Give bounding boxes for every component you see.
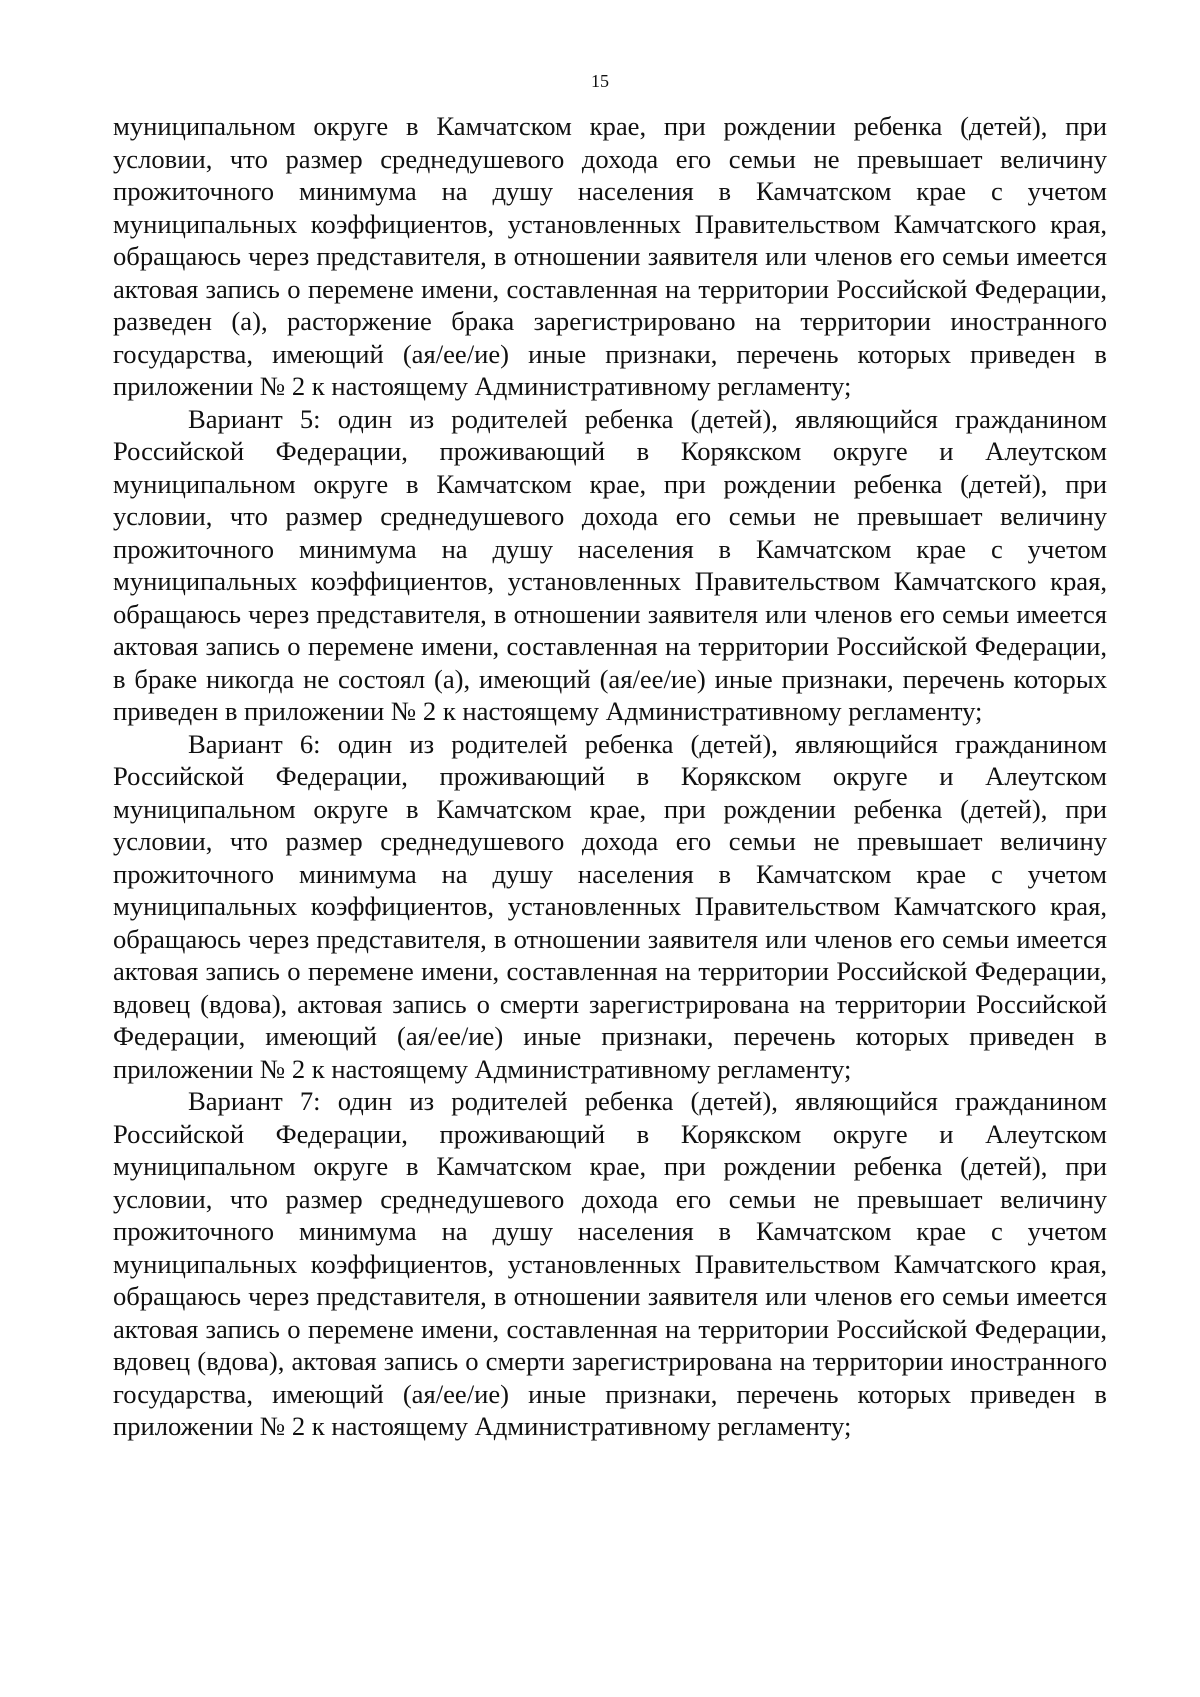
page-number: 15 (591, 71, 609, 91)
paragraph-variant-6: Вариант 6: один из родителей ребенка (детей), являющийся гражданином Российской Федерации, проживающий в Корякском округе и Алеутском муниципальном округе в Камчатском крае, при рождении ребенка (детей), при условии, что размер среднедушевого дохода его семьи не превышает величину прожиточного минимума на душу населения в Камчатском крае с учетом муниципальных коэффициентов, установленных Правительством Камчатского края, обращаюсь через представителя, в отношении заявителя или членов его семьи имеется актовая запись о перемене имени, составленная на территории Российской Федерации, вдовец (вдова), актовая запись о смерти зарегистрирована на территории Российской Федерации, имеющий (ая/ее/ие) иные признаки, перечень которых приведен в приложении № 2 к настоящему Административному регламенту; (113, 728, 1107, 1084)
paragraph-variant-5: Вариант 5: один из родителей ребенка (детей), являющийся гражданином Российской Федерации, проживающий в Корякском округе и Алеутском муниципальном округе в Камчатском крае, при рождении ребенка (детей), при условии, что размер среднедушевого дохода его семьи не превышает величину прожиточного минимума на душу населения в Камчатском крае с учетом муниципальных коэффициентов, установленных Правительством Камчатского края, обращаюсь через представителя, в отношении заявителя или членов его семьи имеется актовая запись о перемене имени, составленная на территории Российской Федерации, в браке никогда не состоял (а), имеющий (ая/ее/ие) иные признаки, перечень которых приведен в приложении № 2 к настоящему Административному регламенту; (113, 403, 1107, 726)
paragraph-variant-7: Вариант 7: один из родителей ребенка (детей), являющийся гражданином Российской Федерации, проживающий в Корякском округе и Алеутском муниципальном округе в Камчатском крае, при рождении ребенка (детей), при условии, что размер среднедушевого дохода его семьи не превышает величину прожиточного минимума на душу населения в Камчатском крае с учетом муниципальных коэффициентов, установленных Правительством Камчатского края, обращаюсь через представителя, в отношении заявителя или членов его семьи имеется актовая запись о перемене имени, составленная на территории Российской Федерации, вдовец (вдова), актовая запись о смерти зарегистрирована на территории иностранного государства, имеющий (ая/ее/ие) иные признаки, перечень которых приведен в приложении № 2 к настоящему Административному регламенту; (113, 1086, 1107, 1441)
document-body (113, 110, 1107, 1443)
paragraph-continuation: муниципальном округе в Камчатском крае, при рождении ребенка (детей), при условии, что размер среднедушевого дохода его семьи не превышает величину прожиточного минимума на душу населения в Камчатском крае с учетом муниципальных коэффициентов, установленных Правительством Камчатского края, обращаюсь через представителя, в отношении заявителя или членов его семьи имеется актовая запись о перемене имени, составленная на территории Российской Федерации, разведен (а), расторжение брака зарегистрировано на территории иностранного государства, имеющий (ая/ее/ие) иные признаки, перечень которых приведен в приложении № 2 к настоящему Административному регламенту; (113, 111, 1107, 401)
